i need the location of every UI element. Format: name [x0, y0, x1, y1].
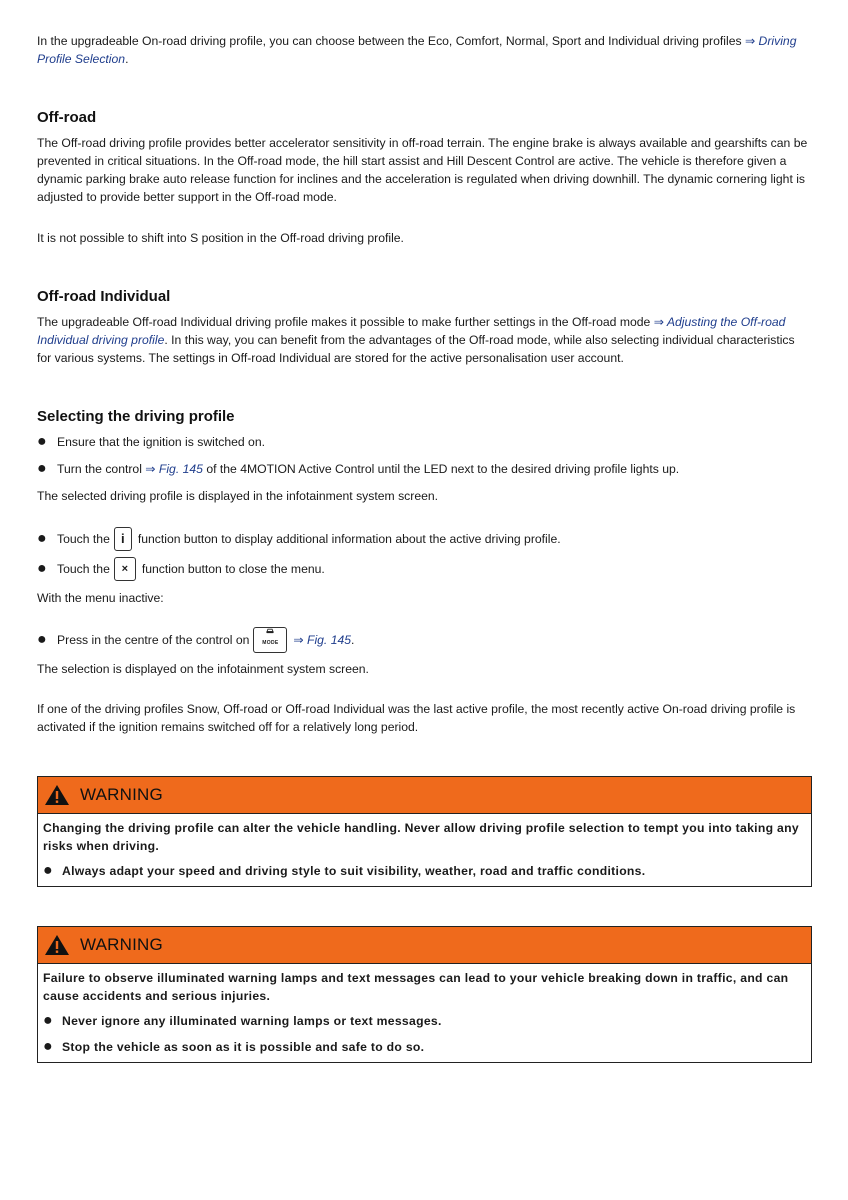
warning-title: WARNING: [80, 935, 163, 954]
bullet-icon: ●: [43, 1038, 53, 1055]
info-button-description: function button to display additional information about the active driving profile.: [137, 532, 561, 546]
list-item: [37, 526, 812, 552]
displayed-note: The selected driving profile is displayed in the infotainment system screen.: [37, 489, 439, 503]
close-function-button-icon: ×: [114, 557, 136, 581]
bullet-icon: ●: [37, 560, 47, 577]
intro-paragraph: [37, 32, 812, 68]
offroad-s-position-note: It is not possible to shift into S position in the Off-road driving profile.: [37, 231, 404, 245]
ignition-instruction: Ensure that the ignition is switched on.: [57, 435, 265, 449]
touch-text: Touch the: [57, 532, 110, 546]
turn-control-text: Turn the control: [57, 462, 146, 476]
list-item: [37, 556, 812, 582]
warning-header: [38, 777, 811, 814]
fig-145-link[interactable]: ⇒ Fig. 145: [145, 462, 203, 476]
offroad-heading: Off-road: [37, 109, 97, 126]
warning-bullet-text: Never ignore any illuminated warning lamps or text messages.: [62, 1014, 442, 1028]
warning-box: [37, 926, 812, 1063]
touch-text: Touch the: [57, 562, 110, 576]
warning-box: [37, 776, 812, 887]
offroad-individual-heading: Off-road Individual: [37, 288, 171, 305]
bullet-icon: ●: [37, 460, 47, 477]
offroad-individual-paragraph: [37, 313, 812, 367]
list-item: [37, 460, 812, 478]
turn-control-text-end: of the 4MOTION Active Control until the LED next to the desired driving profile lights up.: [202, 462, 680, 476]
bullet-icon: ●: [43, 1012, 53, 1029]
fig-145-link[interactable]: ⇒ Fig. 145: [293, 633, 352, 647]
mode-button-icon: [253, 627, 287, 653]
warning-header: [38, 927, 811, 964]
warning-title: WARNING: [80, 785, 163, 804]
offroad-individual-text: The upgradeable Off-road Individual driving profile makes it possible to make further settings in the Off-road mode: [37, 315, 654, 329]
bullet-icon: ●: [43, 862, 53, 879]
close-button-description: function button to close the menu.: [141, 562, 325, 576]
menu-inactive-note: With the menu inactive:: [37, 591, 164, 605]
warning-body: [38, 814, 811, 886]
bullet-icon: ●: [37, 433, 47, 450]
warning-list-item: [43, 1014, 805, 1028]
warning-text: Changing the driving profile can alter the vehicle handling. Never allow driving profile selection to tempt you into taking any risks when driving.: [43, 821, 799, 853]
turn-control-instruction: [57, 460, 679, 478]
info-function-button-icon: i: [114, 527, 132, 551]
warning-triangle-icon: [44, 784, 70, 806]
list-item: [37, 626, 812, 654]
last-profile-note: If one of the driving profiles Snow, Off-road or Off-road Individual was the last active profile, the most recently active On-road driving profile is activated if the ignition remains switched off for a relatively long period.: [37, 702, 796, 734]
intro-text: In the upgradeable On-road driving profile, you can choose between the Eco, Comfort, Normal, Sport and Individual driving profiles: [37, 34, 745, 48]
warning-body: [38, 964, 811, 1062]
list-item: [37, 433, 812, 451]
selection-note: The selection is displayed on the infotainment system screen.: [37, 662, 369, 676]
warning-list-item: [43, 864, 805, 878]
warning-list-item: [43, 1040, 805, 1054]
press-end: .: [351, 633, 355, 647]
mode-label: MODE: [262, 640, 279, 646]
warning-bullet-text: Stop the vehicle as soon as it is possible and safe to do so.: [62, 1040, 425, 1054]
offroad-individual-text-end: . In this way, you can benefit from the advantages of the Off-road mode, while also selecting individual characteristics for various systems. The settings in Off-road Individual are stored for the active personalisation user account.: [37, 333, 795, 365]
adjusting-offroad-individual-link[interactable]: ⇒ Adjusting the Off-road Individual driving profile: [37, 315, 786, 347]
offroad-paragraph: The Off-road driving profile provides better accelerator sensitivity in off-road terrain. The engine brake is always available and gearshifts can be prevented in critical situations. In the Off-road mode, the hill start assist and Hill Descent Control are active. The vehicle is therefore given a dynamic parking brake auto release function for inclines and the acceleration is regulated when driving downhill. The dynamic cornering light is adjusted to provide better support in the Off-road mode.: [37, 136, 808, 204]
selecting-heading: Selecting the driving profile: [37, 408, 235, 425]
press-text: Press in the centre of the control on: [57, 633, 250, 647]
driving-profile-selection-link[interactable]: ⇒ Driving Profile Selection: [37, 34, 797, 66]
warning-text: Failure to observe illuminated warning lamps and text messages can lead to your vehicle breaking down in traffic, and can cause accidents and serious injuries.: [43, 971, 789, 1003]
bullet-icon: ●: [37, 530, 47, 547]
intro-end: .: [125, 52, 129, 66]
warning-triangle-icon: [44, 934, 70, 956]
bullet-icon: ●: [37, 631, 47, 648]
warning-bullet-text: Always adapt your speed and driving style to suit visibility, weather, road and traffic conditions.: [62, 864, 646, 878]
